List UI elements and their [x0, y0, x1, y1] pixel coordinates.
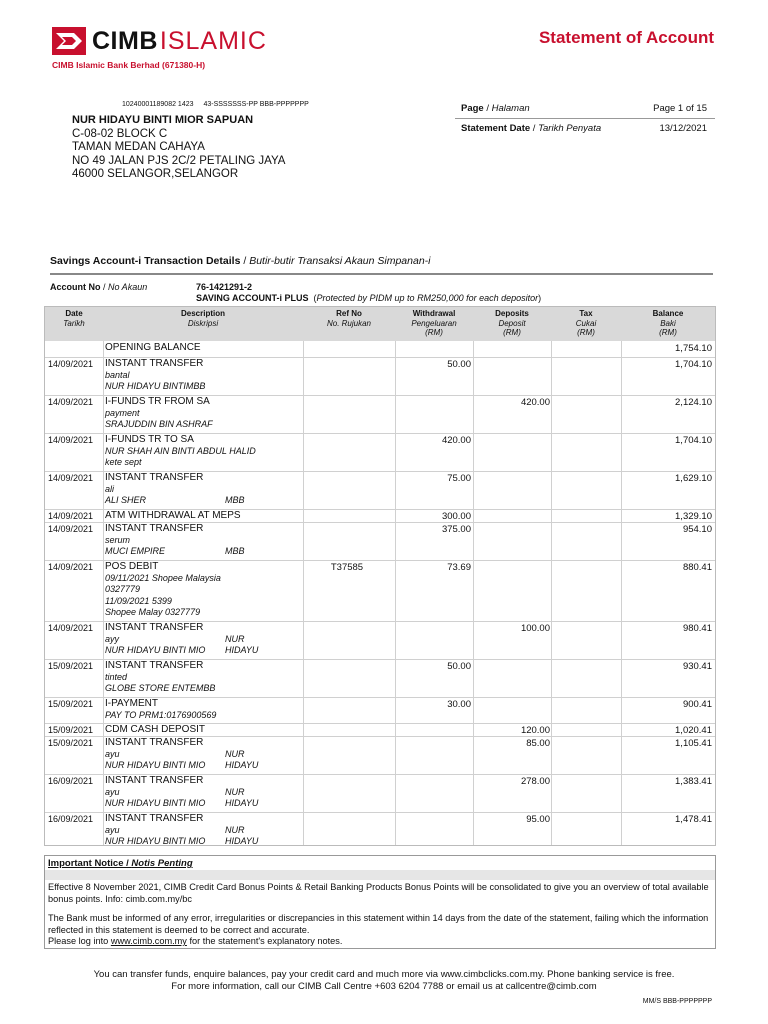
row-description-main: INSTANT TRANSFER: [105, 737, 204, 748]
row-description-detail: ali: [105, 483, 115, 494]
row-description-main: INSTANT TRANSFER: [105, 775, 204, 786]
row-description: [105, 342, 201, 354]
row-deposit: 278.00: [520, 776, 550, 787]
notice-paragraph-1: Effective 8 November 2021, CIMB Credit Card Bonus Points & Retail Banking Products Bonus Points will be consolidated to give you an overview of total available bonus points. Info: cimb.com.my/bc: [48, 882, 709, 904]
row-ref-no: T37585: [330, 562, 364, 573]
row-description-main: CDM CASH DEPOSIT: [105, 724, 206, 735]
transaction-table: [44, 306, 716, 846]
page-label: Page / Halaman: [461, 103, 530, 114]
important-notice: [44, 855, 716, 949]
row-deposit: 100.00: [520, 623, 550, 634]
col-date: Date Tarikh: [63, 309, 85, 328]
row-date: 16/09/2021: [48, 776, 94, 786]
row-description-main: POS DEBIT: [105, 561, 159, 572]
row-balance: 980.41: [682, 623, 712, 634]
footer-text: [0, 969, 768, 993]
row-withdrawal: 420.00: [441, 435, 471, 446]
row-withdrawal: 50.00: [447, 661, 471, 672]
row-description: [105, 434, 256, 469]
table-row: [45, 342, 715, 358]
notice-paragraph-2: The Bank must be informed of any error, irregularities or discrepancies in this statement within 14 days from the date of the statement, failing which the information reflected in this statement is deemed to be correct and accurate. Please log into www.cimb.com.my for the statement's explanatory notes.: [48, 913, 709, 946]
row-balance: 900.41: [682, 699, 712, 710]
row-description-detail: Shopee Malay 0327779: [105, 607, 201, 617]
row-description-detail: tinted: [105, 671, 128, 682]
statement-date-row: [455, 118, 715, 138]
col-deposits: Deposits Deposit (RM): [495, 309, 529, 337]
row-balance: 1,704.10: [675, 435, 712, 446]
table-row: [45, 698, 715, 724]
row-description-detail: bantal: [105, 369, 130, 380]
row-balance: 1,105.41: [675, 738, 712, 749]
col-withdrawal: Withdrawal Pengeluaran (RM): [411, 309, 457, 337]
col-tax: Tax Cukai (RM): [575, 309, 597, 337]
row-description: [105, 813, 259, 848]
row-withdrawal: 73.69: [447, 562, 471, 573]
row-description-detail: 11/09/2021 5399: [105, 595, 172, 606]
row-description-detail: kete sept: [105, 457, 142, 467]
row-deposit: 85.00: [526, 738, 550, 749]
account-number: 76-1421291-2: [196, 282, 253, 292]
row-description-detail: NUR HIDAYU BINTI MIO: [105, 836, 206, 846]
row-date: 14/09/2021: [48, 435, 94, 445]
notice-paragraph-2-text: The Bank must be informed of any error, irregularities or discrepancies in this statement within 14 days from the date of the statement, failing which the information reflected in this statement is deemed to be correct and accurate.: [48, 913, 709, 935]
logo-text-cimb: CIMB: [92, 26, 158, 55]
row-detail-right: NUR HIDAYU: [225, 633, 259, 655]
row-date: 14/09/2021: [48, 562, 94, 572]
row-description-detail: PAY TO PRM1:0176900569: [105, 709, 217, 720]
row-description-detail: 0327779: [105, 584, 141, 594]
row-detail-left: ALI SHER: [105, 495, 147, 505]
footer-line-1: You can transfer funds, enquire balances, pay your credit card and much more via www.cimbclicks.com.my. Phone banking service is free.: [93, 969, 675, 980]
row-description-detail: [105, 495, 245, 507]
table-header: [45, 307, 715, 341]
notice-title: Important Notice / Notis Penting: [48, 858, 193, 869]
row-balance: 1,704.10: [675, 359, 712, 370]
row-date: 15/09/2021: [48, 699, 94, 709]
table-row: [45, 434, 715, 472]
row-date: 15/09/2021: [48, 725, 94, 735]
mailing-code-1: 10240001189082 1423: [122, 101, 194, 108]
row-withdrawal: 50.00: [447, 359, 471, 370]
statement-date-value: 13/12/2021: [659, 123, 707, 134]
row-description: [105, 622, 259, 657]
row-description-main: INSTANT TRANSFER: [105, 813, 204, 824]
row-date: 15/09/2021: [48, 661, 94, 671]
table-row: [45, 660, 715, 698]
notice-divider: [45, 870, 715, 880]
table-row: [45, 561, 715, 622]
row-description-main: I-PAYMENT: [105, 698, 158, 709]
address-line-1: C-08-02 BLOCK C: [72, 127, 168, 140]
mailing-code-2: 43-SSSSSSS-PP BBB-PPPPPPP: [203, 101, 309, 108]
row-description-detail: [105, 546, 245, 558]
row-balance: 880.41: [682, 562, 712, 573]
section-title: Savings Account-i Transaction Details / Butir-butir Transaksi Akaun Simpanan-i: [50, 255, 713, 275]
address-line-3: NO 49 JALAN PJS 2C/2 PETALING JAYA: [72, 154, 286, 167]
row-description-detail: NUR HIDAYU BINTI MIO: [105, 645, 206, 655]
account-type: SAVING ACCOUNT-i PLUS (Protected by PIDM up to RM250,000 for each depositor): [196, 293, 542, 303]
table-row: [45, 622, 715, 660]
row-balance: 954.10: [682, 524, 712, 535]
row-description-main: INSTANT TRANSFER: [105, 523, 204, 534]
row-description-detail: SRAJUDDIN BIN ASHRAF: [105, 419, 213, 429]
row-deposit: 95.00: [526, 814, 550, 825]
row-description-detail: NUR HIDAYU BINTIMBB: [105, 381, 206, 391]
row-description-detail: 09/11/2021 Shopee Malaysia: [105, 572, 221, 583]
row-description-main: I-FUNDS TR TO SA: [105, 434, 194, 445]
row-detail-right: NUR HIDAYU: [225, 748, 259, 770]
mailing-codes: [122, 101, 309, 108]
table-row: [45, 510, 715, 523]
row-description: [105, 724, 205, 736]
row-detail-left: ayu: [105, 748, 120, 759]
col-balance: Balance Baki (RM): [652, 309, 684, 337]
row-detail-left: ayu: [105, 824, 120, 835]
row-description: [105, 775, 259, 810]
row-date: 14/09/2021: [48, 397, 94, 407]
table-row: [45, 523, 715, 561]
row-date: 14/09/2021: [48, 524, 94, 534]
row-deposit: 120.00: [520, 725, 550, 736]
row-detail-right: NUR HIDAYU: [225, 786, 259, 808]
row-balance: 1,629.10: [675, 473, 712, 484]
statement-meta: [455, 99, 715, 138]
cimb-website-link[interactable]: www.cimb.com.my: [110, 936, 187, 946]
row-date: 14/09/2021: [48, 473, 94, 483]
row-description: [105, 510, 241, 522]
row-description-detail: payment: [105, 407, 140, 418]
table-row: [45, 396, 715, 434]
row-description-main: INSTANT TRANSFER: [105, 472, 204, 483]
row-date: 16/09/2021: [48, 814, 94, 824]
row-detail-left: MUCI EMPIRE: [105, 546, 166, 556]
row-balance: 1,329.10: [675, 511, 712, 522]
row-date: 15/09/2021: [48, 738, 94, 748]
cimb-islamic-logo: [52, 24, 267, 58]
col-description: Description Diskripsi: [180, 309, 225, 328]
row-description-main: ATM WITHDRAWAL AT MEPS: [105, 510, 241, 521]
row-balance: 1,478.41: [675, 814, 712, 825]
row-description-main: OPENING BALANCE: [105, 342, 201, 353]
row-detail-left: ayy: [105, 633, 120, 644]
row-description: [105, 698, 216, 721]
row-withdrawal: 75.00: [447, 473, 471, 484]
row-withdrawal: 300.00: [441, 511, 471, 522]
row-description-detail: GLOBE STORE ENTEMBB: [105, 683, 216, 693]
row-description-detail: serum: [105, 534, 131, 545]
row-balance: 930.41: [682, 661, 712, 672]
row-date: 14/09/2021: [48, 623, 94, 633]
table-row: [45, 775, 715, 813]
row-date: 14/09/2021: [48, 359, 94, 369]
row-detail-right: MBB: [225, 495, 245, 505]
row-balance: 2,124.10: [675, 397, 712, 408]
row-balance: 1,020.41: [675, 725, 712, 736]
statement-title: Statement of Account: [538, 28, 714, 47]
row-detail-left: ayu: [105, 786, 120, 797]
row-description-detail: NUR HIDAYU BINTI MIO: [105, 760, 206, 770]
row-detail-right: MBB: [225, 546, 245, 556]
row-deposit: 420.00: [520, 397, 550, 408]
row-description: [105, 737, 259, 772]
row-balance: 1,754.10: [675, 343, 712, 354]
cimb-logo-icon: [52, 27, 86, 55]
row-description: [105, 660, 215, 695]
address-line-4: 46000 SELANGOR,SELANGOR: [72, 168, 239, 180]
row-description-main: I-FUNDS TR FROM SA: [105, 396, 210, 407]
logo-text-islamic: ISLAMIC: [159, 26, 267, 55]
footer-code: MM/S BBB-PPPPPPP: [642, 998, 712, 1005]
row-description-detail: NUR HIDAYU BINTI MIO: [105, 798, 206, 808]
row-date: 14/09/2021: [48, 511, 94, 521]
address-line-2: TAMAN MEDAN CAHAYA: [72, 141, 205, 153]
table-row: [45, 472, 715, 510]
page-value: Page 1 of 15: [653, 103, 707, 114]
row-description-main: INSTANT TRANSFER: [105, 622, 204, 633]
row-withdrawal: 30.00: [447, 699, 471, 710]
table-row: [45, 737, 715, 775]
row-description: [105, 561, 221, 619]
account-label: Account No / No Akaun: [50, 282, 148, 292]
row-description: [105, 472, 245, 507]
customer-address: [72, 114, 285, 182]
footer-line-2: For more information, call our CIMB Call Centre +603 6204 7788 or email us at callcentre@cimb.com: [171, 981, 597, 992]
table-row: [45, 358, 715, 396]
customer-name: NUR HIDAYU BINTI MIOR SAPUAN: [72, 114, 254, 126]
row-description: [105, 523, 245, 558]
page-row: [455, 99, 715, 118]
row-description-main: INSTANT TRANSFER: [105, 358, 204, 369]
row-description: [105, 358, 205, 393]
col-ref: Ref No No. Rujukan: [326, 309, 372, 328]
table-row: [45, 724, 715, 737]
row-description-detail: NUR SHAH AIN BINTI ABDUL HALID: [105, 445, 256, 456]
row-detail-right: NUR HIDAYU: [225, 824, 259, 846]
table-row: [45, 813, 715, 850]
statement-date-label: Statement Date / Tarikh Penyata: [461, 123, 602, 134]
row-withdrawal: 375.00: [441, 524, 471, 535]
row-description-main: INSTANT TRANSFER: [105, 660, 204, 671]
row-balance: 1,383.41: [675, 776, 712, 787]
bank-name: CIMB Islamic Bank Berhad (671380-H): [52, 60, 206, 70]
row-description: [105, 396, 213, 431]
